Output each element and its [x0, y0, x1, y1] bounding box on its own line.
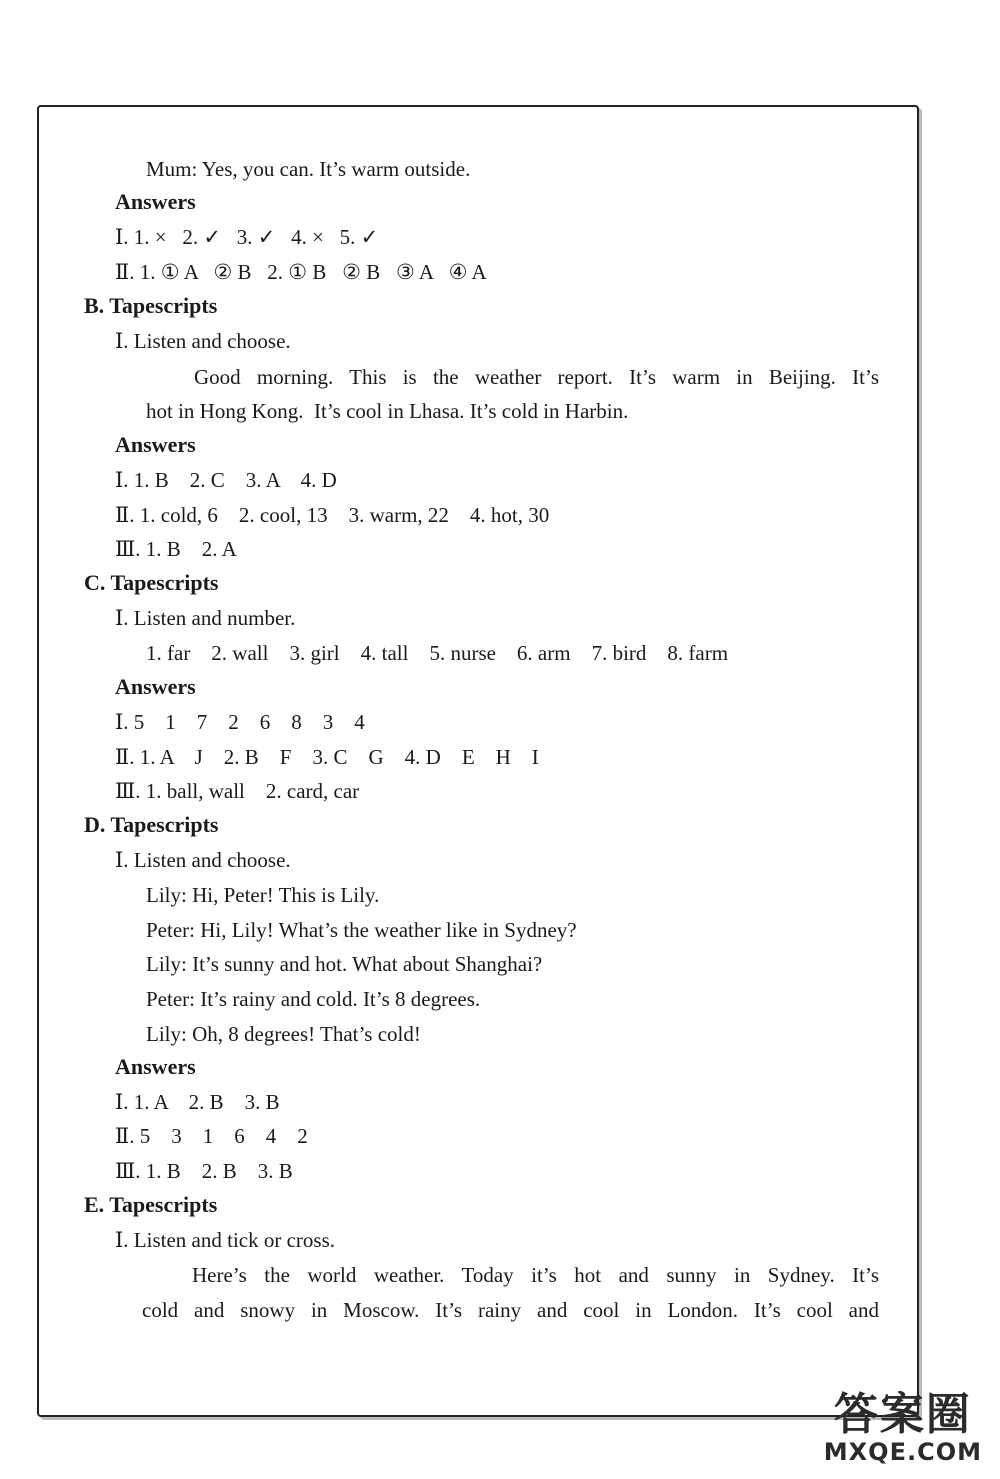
tapescript-line: hot in Hong Kong. It’s cool in Lhasa. It’s cold in Harbin. [146, 399, 629, 423]
watermark-url: MXQE.COM [823, 1438, 982, 1466]
section-heading: Answers [115, 189, 196, 214]
dialogue-line: Lily: Hi, Peter! This is Lily. [146, 883, 380, 907]
instruction-line: Ⅰ. Listen and number. [115, 606, 296, 630]
tapescript-line: Here’s the world weather. Today it’s hot and sunny in Sydney. It’s [192, 1263, 879, 1287]
section-heading: B. Tapescripts [84, 293, 218, 318]
answer-line: Ⅱ. 1. cold, 6 2. cool, 13 3. warm, 22 4. hot, 30 [115, 503, 550, 527]
section-heading: Answers [115, 674, 196, 699]
answer-line: Ⅱ. 1. A J 2. B F 3. C G 4. D E H I [115, 745, 539, 769]
tapescript-line: Good morning. This is the weather report. It’s warm in Beijing. It’s [194, 365, 879, 389]
section-heading: E. Tapescripts [84, 1192, 218, 1217]
instruction-line: Ⅰ. Listen and choose. [115, 848, 291, 872]
answer-line: Ⅰ. 5 1 7 2 6 8 3 4 [115, 710, 365, 734]
section-heading: Answers [115, 1054, 196, 1079]
answer-line: Ⅲ. 1. B 2. B 3. B [115, 1159, 293, 1183]
instruction-line: Ⅰ. Listen and tick or cross. [115, 1228, 335, 1252]
answer-line: Ⅰ. 1. B 2. C 3. A 4. D [115, 468, 337, 492]
dialogue-line: Lily: Oh, 8 degrees! That’s cold! [146, 1022, 421, 1046]
answer-line: Ⅰ. 1. A 2. B 3. B [115, 1090, 280, 1114]
watermark-glyphs: 答案圈 [833, 1389, 972, 1440]
answer-line: Ⅰ. 1. × 2. ✓ 3. ✓ 4. × 5. ✓ [115, 225, 379, 249]
dialogue-line: Mum: Yes, you can. It’s warm outside. [146, 157, 471, 181]
dialogue-line: Peter: It’s rainy and cold. It’s 8 degrees. [146, 987, 481, 1011]
answer-line: Ⅱ. 5 3 1 6 4 2 [115, 1124, 308, 1148]
answer-line: Ⅲ. 1. ball, wall 2. card, car [115, 779, 360, 803]
instruction-line: Ⅰ. Listen and choose. [115, 329, 291, 353]
dialogue-line: Peter: Hi, Lily! What’s the weather like in Sydney? [146, 918, 577, 942]
tapescript-line: 1. far 2. wall 3. girl 4. tall 5. nurse 6. arm 7. bird 8. farm [146, 641, 729, 665]
section-heading: C. Tapescripts [84, 570, 219, 595]
section-heading: D. Tapescripts [84, 812, 219, 837]
answer-line: Ⅲ. 1. B 2. A [115, 537, 237, 561]
tapescript-line: cold and snowy in Moscow. It’s rainy and cool in London. It’s cool and [142, 1298, 879, 1322]
dialogue-line: Lily: It’s sunny and hot. What about Shanghai? [146, 952, 543, 976]
watermark-logo [824, 1391, 982, 1465]
section-heading: Answers [115, 432, 196, 457]
answer-line: Ⅱ. 1. ① A ② B 2. ① B ② B ③ A ④ A [115, 260, 487, 284]
